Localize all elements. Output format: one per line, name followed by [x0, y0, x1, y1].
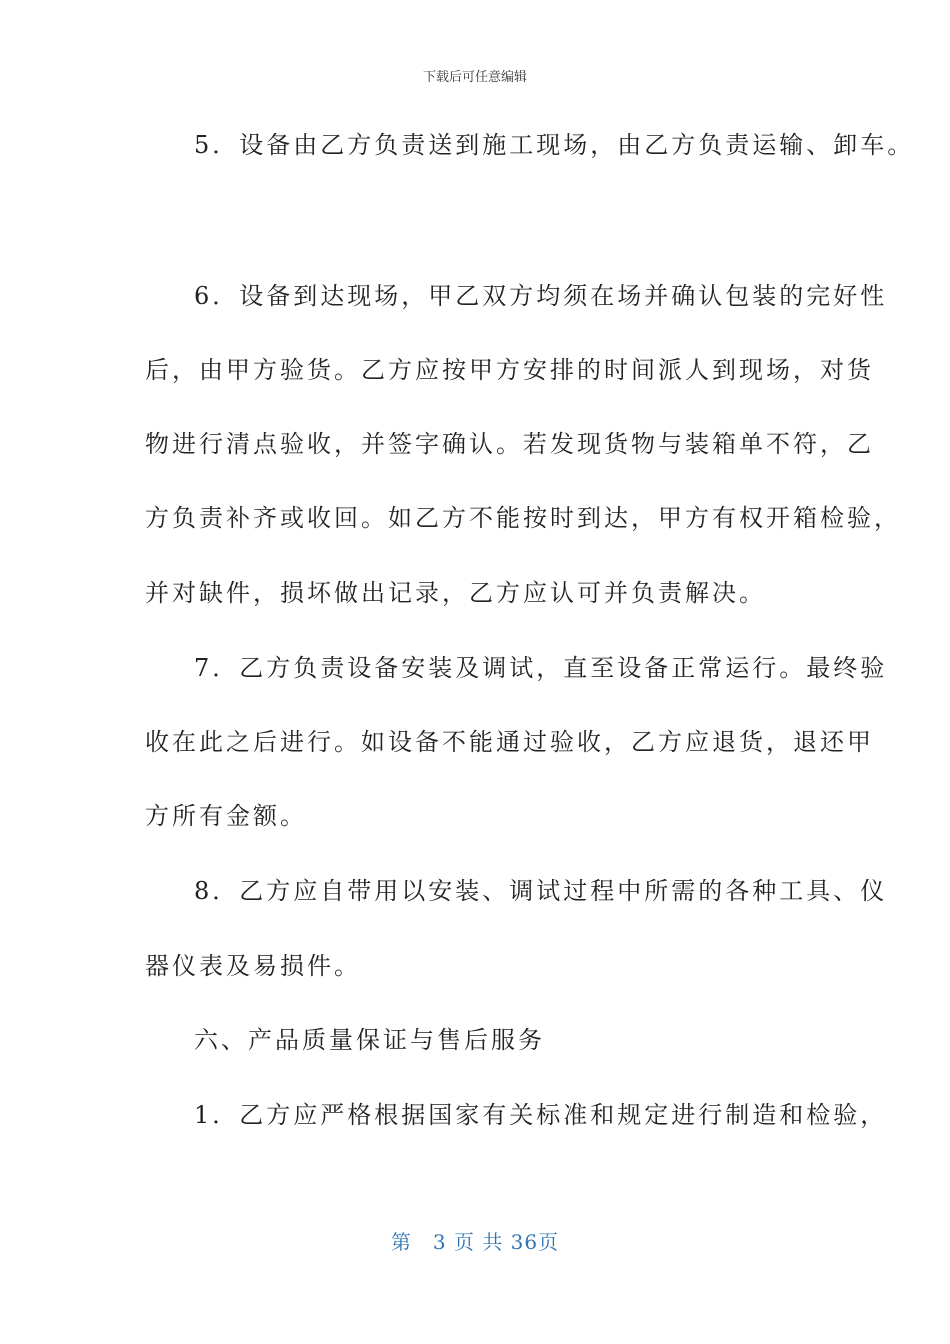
- paragraph-line: 7．乙方负责设备安装及调试，直至设备正常运行。最终验: [194, 654, 888, 682]
- paragraph-line: 收在此之后进行。如设备不能通过验收，乙方应退货，退还甲: [145, 728, 874, 756]
- section-heading: 六、产品质量保证与售后服务: [194, 1026, 545, 1054]
- paragraph-line: 方负责补齐或收回。如乙方不能按时到达，甲方有权开箱检验，: [145, 504, 901, 532]
- page-header: 下载后可任意编辑: [422, 70, 527, 85]
- paragraph-line: 并对缺件，损坏做出记录，乙方应认可并负责解决。: [145, 579, 766, 607]
- paragraph-line: 1．乙方应严格根据国家有关标准和规定进行制造和检验，: [194, 1101, 888, 1129]
- paragraph-line: 器仪表及易损件。: [145, 952, 361, 980]
- paragraph-line: 8．乙方应自带用以安装、调试过程中所需的各种工具、仪: [194, 877, 888, 905]
- paragraph-line: 5．设备由乙方负责送到施工现场，由乙方负责运输、卸车。: [194, 131, 915, 159]
- paragraph-line: 后，由甲方验货。乙方应按甲方安排的时间派人到现场，对货: [145, 356, 874, 384]
- page-footer: 第 3 页 共 36页: [390, 1230, 560, 1254]
- paragraph-line: 6．设备到达现场，甲乙双方均须在场并确认包装的完好性: [194, 282, 888, 310]
- paragraph-line: 物进行清点验收，并签字确认。若发现货物与装箱单不符，乙: [145, 430, 874, 458]
- paragraph-line: 方所有金额。: [145, 802, 307, 830]
